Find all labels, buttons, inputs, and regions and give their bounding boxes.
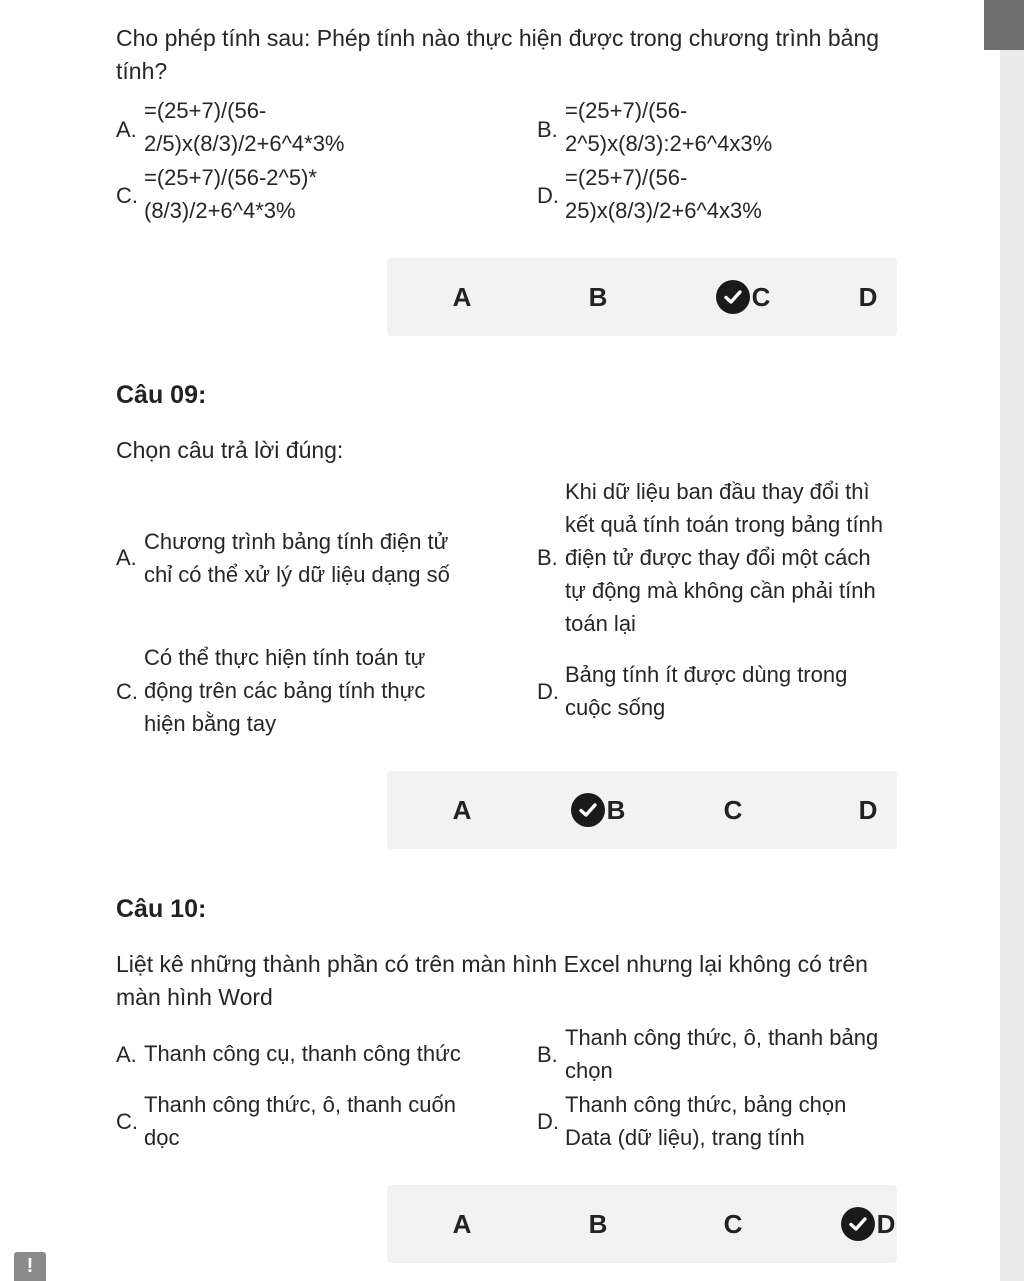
q08-option-b-letter: B. [537, 117, 558, 142]
q09-answer-c-label: C [723, 794, 743, 825]
q08-option-a-line1: =(25+7)/(56- [144, 98, 267, 123]
q10-answer-bar [387, 1185, 897, 1263]
q09-option-b-letter: B. [537, 545, 558, 570]
q08-option-b-line1: =(25+7)/(56- [565, 98, 688, 123]
scrollbar-thumb[interactable] [984, 0, 1024, 50]
q10-option-b[interactable] [565, 1021, 878, 1087]
q08-answer-b[interactable] [558, 258, 638, 336]
q10-option-a-letter: A. [116, 1042, 137, 1067]
q09-answer-bar [387, 771, 897, 849]
q09-option-d-letter: D. [537, 679, 559, 704]
warning-label: ! [26, 1255, 34, 1277]
q08-option-c-line1: =(25+7)/(56-2^5)* [144, 165, 317, 190]
q09-option-b-line3: điện tử được thay đổi một cách [565, 545, 871, 570]
check-circle-icon [841, 1207, 875, 1241]
q08-option-d-letter: D. [537, 183, 559, 208]
q08-option-c-letter: C. [116, 183, 138, 208]
q09-option-c[interactable] [144, 641, 425, 740]
q09-option-b-line4: tự động mà không cần phải tính [565, 578, 876, 603]
q09-answer-b-selected[interactable] [548, 771, 648, 849]
q08-option-c[interactable] [144, 161, 317, 227]
q10-answer-c[interactable] [693, 1185, 773, 1263]
q09-title: Câu 09: [116, 381, 207, 409]
q08-answer-c-label: C [751, 281, 771, 312]
q10-option-c-line2: dọc [144, 1125, 180, 1150]
q08-option-d[interactable] [565, 161, 762, 227]
q08-answer-a[interactable] [422, 258, 502, 336]
q08-option-b-line2: 2^5)x(8/3):2+6^4x3% [565, 131, 773, 156]
q08-option-b[interactable] [565, 94, 772, 160]
q09-option-a-line2: chỉ có thể xử lý dữ liệu dạng số [144, 562, 450, 587]
q10-option-d[interactable] [565, 1088, 846, 1154]
q08-answer-d-label: D [858, 281, 878, 312]
q09-option-b-line1: Khi dữ liệu ban đầu thay đổi thì [565, 479, 870, 504]
q09-option-c-line3: hiện bằng tay [144, 711, 277, 736]
q10-option-d-letter: D. [537, 1109, 559, 1134]
q10-option-b-line1: Thanh công thức, ô, thanh bảng [565, 1025, 879, 1050]
q09-option-c-line1: Có thể thực hiện tính toán tự [144, 645, 426, 670]
q08-option-d-line2: 25)x(8/3)/2+6^4x3% [565, 198, 762, 223]
q09-option-d-line2: cuộc sống [565, 695, 666, 720]
q09-option-a[interactable] [144, 525, 450, 591]
q10-option-d-line1: Thanh công thức, bảng chọn [565, 1092, 847, 1117]
q10-option-b-letter: B. [537, 1042, 558, 1067]
q09-option-b-line5: toán lại [565, 611, 636, 636]
q08-prompt: Cho phép tính sau: Phép tính nào thực hiện được trong chương trình bảng tính? [116, 25, 880, 84]
q10-prompt-line2: màn hình Word [116, 984, 273, 1010]
q08-option-a-line2: 2/5)x(8/3)/2+6^4*3% [144, 131, 345, 156]
q09-answer-a[interactable] [422, 771, 502, 849]
q10-title: Câu 10: [116, 895, 207, 923]
q08-option-a[interactable] [144, 94, 345, 160]
q09-option-a-line1: Chương trình bảng tính điện tử [144, 529, 449, 554]
q08-answer-bar [387, 258, 897, 336]
exclamation-icon[interactable] [14, 1252, 46, 1281]
q10-answer-a[interactable] [422, 1185, 502, 1263]
q10-answer-d-selected[interactable] [818, 1185, 918, 1263]
q08-answer-b-label: B [588, 281, 608, 312]
q10-option-b-line2: chọn [565, 1058, 613, 1083]
q09-option-d[interactable] [565, 658, 847, 724]
q09-option-b-line2: kết quả tính toán trong bảng tính [565, 512, 884, 537]
q10-answer-b-label: B [588, 1208, 608, 1239]
q10-prompt-line1: Liệt kê những thành phần có trên màn hình Excel nhưng lại không có trên [116, 951, 868, 977]
q09-option-a-letter: A. [116, 545, 137, 570]
q09-answer-d-label: D [858, 794, 878, 825]
q08-answer-d[interactable] [828, 258, 908, 336]
q08-option-d-line1: =(25+7)/(56- [565, 165, 688, 190]
q08-option-c-line2: (8/3)/2+6^4*3% [144, 198, 296, 223]
q09-answer-b-label: B [606, 794, 626, 825]
q10-answer-d-label: D [876, 1208, 896, 1239]
q10-option-c-line1: Thanh công thức, ô, thanh cuốn [144, 1092, 456, 1117]
check-circle-icon [571, 793, 605, 827]
q10-answer-b[interactable] [558, 1185, 638, 1263]
q09-option-c-letter: C. [116, 679, 138, 704]
q10-answer-c-label: C [723, 1208, 743, 1239]
q09-option-d-line1: Bảng tính ít được dùng trong [565, 662, 848, 687]
q08-answer-a-label: A [452, 281, 472, 312]
q09-option-b[interactable] [565, 475, 883, 640]
q09-answer-d[interactable] [828, 771, 908, 849]
check-circle-icon [716, 280, 750, 314]
q10-prompt [116, 948, 936, 1014]
q09-prompt: Chọn câu trả lời đúng: [116, 437, 344, 463]
q08-answer-c-selected[interactable] [693, 258, 793, 336]
q09-option-c-line2: động trên các bảng tính thực [144, 678, 426, 703]
q09-answer-c[interactable] [693, 771, 773, 849]
q10-option-a-line1: Thanh công cụ, thanh công thức [144, 1041, 461, 1066]
q10-answer-a-label: A [452, 1208, 472, 1239]
q10-option-a[interactable] [144, 1037, 461, 1070]
q09-answer-a-label: A [452, 794, 472, 825]
q10-option-c-letter: C. [116, 1109, 138, 1134]
q10-option-d-line2: Data (dữ liệu), trang tính [565, 1125, 805, 1150]
q08-option-a-letter: A. [116, 117, 137, 142]
q10-option-c[interactable] [144, 1088, 456, 1154]
